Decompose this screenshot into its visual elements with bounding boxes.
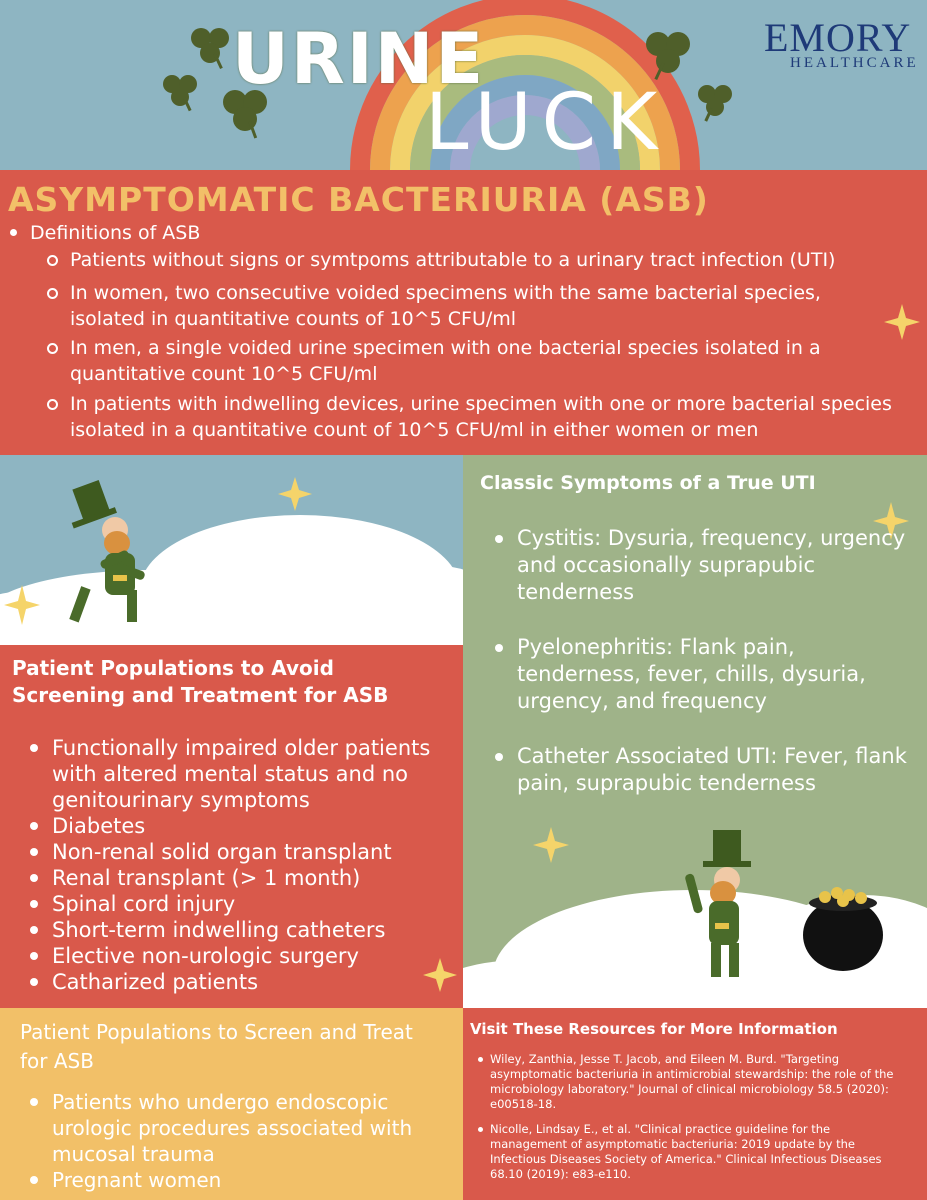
sparkle-icon	[420, 955, 460, 995]
leprechaun-cloud-art	[0, 455, 463, 645]
asb-definition: Patients without signs or symtpoms attributable to a urinary tract infection (UTI)	[70, 247, 910, 273]
sky-illustration	[0, 455, 463, 645]
avoid-list-item: Catharized patients	[52, 969, 258, 995]
asb-definition: In women, two consecutive voided specimens with the same bacterial species, isolated in quantitative counts of 10^5 CFU/ml	[70, 280, 900, 332]
bullet-icon	[478, 1127, 483, 1132]
bullet-icon	[30, 978, 38, 986]
bullet-icon	[30, 900, 38, 908]
bullet-icon	[30, 1098, 38, 1106]
asb-definitions-label	[30, 220, 200, 246]
asb-title: ASYMPTOMATIC BACTERIURIA (ASB)	[8, 180, 709, 219]
avoid-list-item: Functionally impaired older patients with altered mental status and no genitourinary symptoms	[52, 735, 462, 813]
screen-list-item: Pregnant women	[52, 1167, 452, 1193]
bullet-icon	[30, 744, 38, 752]
emory-logo-subtitle: HEALTHCARE	[790, 55, 919, 71]
circle-bullet-icon	[47, 288, 58, 299]
symptoms-title: Classic Symptoms of a True UTI	[480, 472, 816, 494]
bullet-icon	[30, 1176, 38, 1184]
title-luck: LUCK	[425, 78, 668, 168]
circle-bullet-icon	[47, 399, 58, 410]
reference-item: Wiley, Zanthia, Jesse T. Jacob, and Eileen M. Burd. "Targeting asymptomatic bacteriuria in antimicrobial stewardship: the role of the microbiology laboratory." Journal of clinical microbiology 58.5 (2020): e00518-18.	[490, 1052, 910, 1112]
reference-item: Nicolle, Lindsay E., et al. "Clinical practice guideline for the management of asymptomatic bacteriuria: 2019 update by the Infectious Diseases Society of America." Clinical Infectious Diseases 68.10 (2019): e83-e110.	[490, 1122, 910, 1182]
symptom-list-item: Pyelonephritis: Flank pain, tenderness, fever, chills, dysuria, urgency, and frequency	[517, 634, 917, 715]
pot-of-gold-icon	[803, 887, 883, 971]
bullet-icon	[30, 822, 38, 830]
sparkle-icon	[278, 477, 312, 511]
symptom-list-item: Catheter Associated UTI: Fever, flank pain, suprapubic tenderness	[517, 743, 917, 797]
bullet-icon	[30, 874, 38, 882]
avoid-list-item: Renal transplant (> 1 month)	[52, 865, 360, 891]
avoid-list-item: Spinal cord injury	[52, 891, 235, 917]
definitions-label-text: Definitions of ASB	[30, 222, 201, 244]
avoid-list-item: Diabetes	[52, 813, 145, 839]
bullet-icon	[495, 535, 503, 543]
avoid-list-item: Short-term indwelling catheters	[52, 917, 385, 943]
emory-logo: EMORY	[764, 15, 912, 60]
sparkle-icon	[880, 300, 925, 345]
symptom-list-item: Cystitis: Dysuria, frequency, urgency and occasionally suprapubic tenderness	[517, 525, 917, 606]
bullet-icon	[10, 229, 17, 236]
sparkle-icon	[533, 827, 569, 863]
screen-title: Patient Populations to Screen and Treat for ASB	[20, 1020, 413, 1073]
avoid-list-item: Non-renal solid organ transplant	[52, 839, 392, 865]
resources-title: Visit These Resources for More Information	[470, 1020, 838, 1038]
avoid-list-item: Elective non-urologic surgery	[52, 943, 359, 969]
circle-bullet-icon	[47, 343, 58, 354]
avoid-title: Patient Populations to Avoid Screening and Treatment for ASB	[12, 656, 389, 707]
bullet-icon	[478, 1057, 483, 1062]
bullet-icon	[30, 952, 38, 960]
bullet-icon	[30, 926, 38, 934]
asb-definition: In men, a single voided urine specimen with one bacterial species isolated in a quantitative count 10^5 CFU/ml	[70, 335, 890, 387]
title-urine: URINE	[232, 18, 486, 100]
bullet-icon	[30, 848, 38, 856]
bullet-icon	[495, 753, 503, 761]
circle-bullet-icon	[47, 255, 58, 266]
asb-definition: In patients with indwelling devices, urine specimen with one or more bacterial species isolated in a quantitative count of 10^5 CFU/ml in either women or men	[70, 391, 900, 443]
bullet-icon	[495, 644, 503, 652]
cloud-icon	[0, 515, 463, 645]
screen-list-item: Patients who undergo endoscopic urologic procedures associated with mucosal trauma	[52, 1089, 442, 1167]
